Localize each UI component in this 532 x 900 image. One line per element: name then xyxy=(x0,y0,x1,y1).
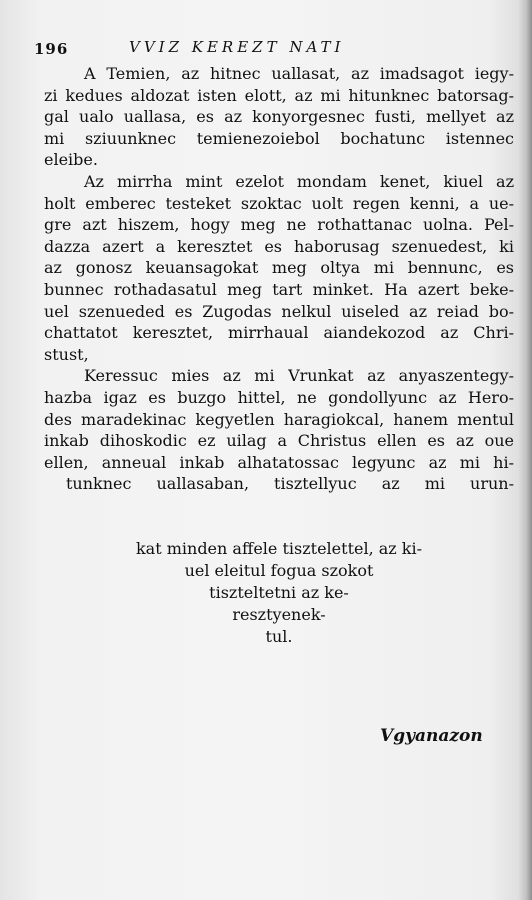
closing-line: kat minden affele tisztelettel, az ki- xyxy=(135,539,423,558)
text-line: hazba igaz es buzgo hittel, ne gondollyunc az Hero- xyxy=(44,387,514,407)
text-line: chattatot keresztet, mirrhaual aiandekozod az Chri- xyxy=(44,323,514,343)
text-line: gre azt hiszem, hogy meg ne rothattanac uolna. Pel- xyxy=(44,215,514,235)
text-line: gal ualo uallasa, es az konyorgesnec fusti, mellyet az xyxy=(44,107,514,127)
text-line: tunknec uallasaban, tisztellyuc az mi urun- xyxy=(66,474,514,494)
text-line: bunnec rothadasatul meg tart minket. Ha azert beke- xyxy=(44,279,514,299)
page-header xyxy=(34,38,504,60)
text-line: az gonosz keuansagokat meg oltya mi bennunc, es xyxy=(44,258,514,278)
text-line: mi sziuunknec temienezoiebol bochatunc istennec xyxy=(44,128,514,148)
text-line: Az mirrha mint ezelot mondam kenet, kiuel az xyxy=(84,171,514,191)
text-line: stust, xyxy=(44,344,89,364)
text-line: A Temien, az hitnec uallasat, az imadsagot iegy- xyxy=(84,64,514,83)
text-line: ellen, anneual inkab alhatatossac legyunc az mi hi- xyxy=(44,452,514,472)
closing-line: resztyenek- xyxy=(232,605,326,624)
closing-line: uel eleitul fogua szokot xyxy=(184,561,374,580)
closing-line: tiszteltetni az ke- xyxy=(209,583,349,602)
page-edge-shadow xyxy=(518,0,532,900)
closing-lines xyxy=(44,538,514,648)
text-line: zi kedues aldozat isten elott, az mi hitunknec batorsag- xyxy=(44,85,514,105)
text-line: uel szenueded es Zugodas nelkul uiseled az reiad bo- xyxy=(44,301,514,321)
catchword: Vgyanazon xyxy=(380,726,483,746)
text-line: inkab dihoskodic ez uilag a Christus ellen es az oue xyxy=(44,431,514,451)
closing-line: tul. xyxy=(265,627,293,646)
text-line: Keressuc mies az mi Vrunkat az anyaszentegy- xyxy=(84,366,514,386)
text-line: dazza azert a keresztet es haborusag szenuedest, ki xyxy=(44,236,514,256)
text-line: des maradekinac kegyetlen haragiokcal, hanem mentul xyxy=(44,409,514,429)
running-head: VVIZ KEREZT NATI xyxy=(129,38,345,56)
text-line: holt emberec testeket szoktac uolt regen kenni, a ue- xyxy=(44,193,514,213)
body-text xyxy=(44,63,514,495)
text-line: eleibe. xyxy=(44,150,98,170)
page-number: 196 xyxy=(34,40,69,58)
